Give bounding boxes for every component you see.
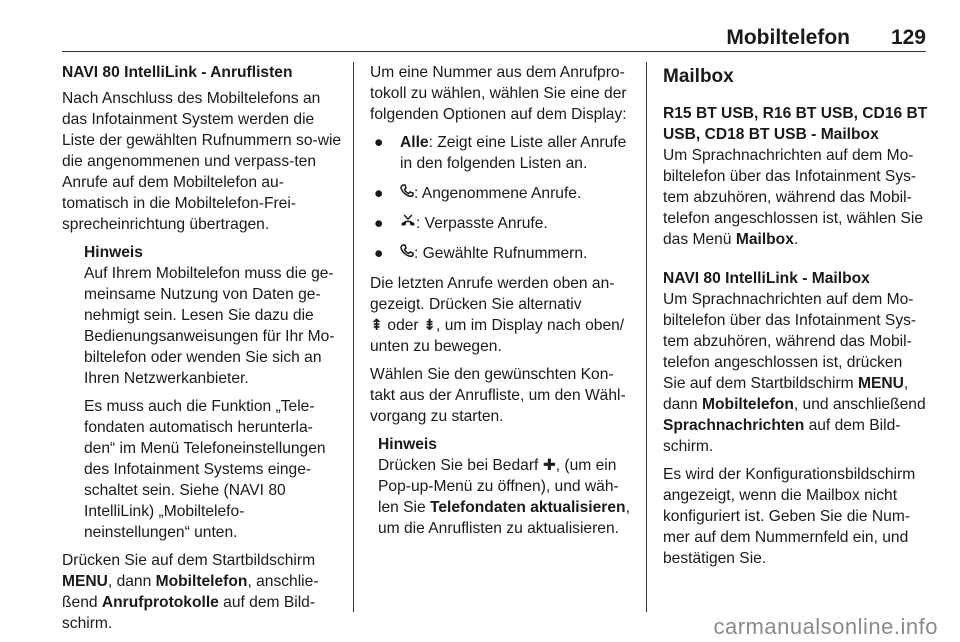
paragraph: Nach Anschluss des Mobiltelefons an das Infotainment System werden die Liste der gewählten Rufnummern so-wie die angenommenen und verpass-ten Anrufe auf dem Mobiltelefon au-tomatisch in die Mobiltelefon-Frei-sprecheinrichtung übertragen.	[62, 90, 342, 233]
mailbox-label: Mailbox	[735, 231, 794, 248]
plus-icon: ✚	[542, 457, 556, 474]
menu-label: MENU	[858, 375, 904, 392]
page-header	[0, 0, 960, 52]
note-paragraph: Es muss auch die Funktion „Tele-fondaten automatisch herunterla-den“ im Menü Telefoneinstellungen des Infotainment Systems einge-schaltet sein. Siehe (NAVI 80 IntelliLink) „Mobiltelefo-neinstellungen“ unten.	[84, 398, 326, 541]
paragraph: Wählen Sie den gewünschten Kon-takt aus der Anrufliste, um den Wähl-vorgang zu starten.	[370, 366, 626, 425]
scroll-up-icon: ⇞	[370, 317, 384, 334]
list-item: ● : Verpasste Anrufe.	[374, 215, 548, 232]
page-title: Mobiltelefon	[726, 26, 850, 49]
list-item: ● : Angenommene Anrufe.	[374, 185, 582, 202]
incoming-call-icon	[400, 183, 414, 204]
page-number: 129	[890, 26, 926, 49]
subsection-heading: R15 BT USB, R16 BT USB, CD16 BT USB, CD18 BT USB - Mailbox	[663, 105, 928, 143]
mobiltelefon-label: Mobiltelefon	[155, 573, 248, 590]
list-item: ● Alle: Zeigt eine Liste aller Anrufe in den folgenden Listen an.	[374, 134, 627, 172]
column-divider-1	[353, 62, 354, 612]
watermark: carmanualsonline.info	[713, 614, 938, 639]
menu-label: MENU	[62, 573, 108, 590]
paragraph: Es wird der Konfigurationsbildschirm angezeigt, wenn die Mailbox nicht konfiguriert ist. Geben Sie die Num-mer auf dem Nummernfeld ein, und bestätigen Sie.	[663, 466, 916, 567]
paragraph: Die letzten Anrufe werden oben an-gezeigt. Drücken Sie alternativ ⇞ oder ⇟, um im Display nach oben/ unten zu bewegen.	[370, 275, 625, 355]
note-title: Hinweis	[378, 436, 437, 453]
paragraph: Um Sprachnachrichten auf dem Mo-biltelefon über das Infotainment Sys-tem abzuhören, während das Mobil-telefon angeschlossen ist, wählen Sie das Menü Mailbox.	[663, 147, 924, 248]
section-heading: NAVI 80 IntelliLink - Anruflisten	[62, 64, 293, 81]
outgoing-call-icon	[400, 243, 414, 264]
scroll-down-icon: ⇟	[422, 317, 437, 334]
column-1	[62, 62, 344, 641]
column-2	[370, 62, 636, 546]
column-divider-2	[646, 62, 647, 612]
column-3	[663, 62, 929, 576]
list-item: ● : Gewählte Rufnummern.	[374, 245, 588, 262]
options-list	[370, 132, 636, 264]
note-title: Hinweis	[84, 244, 143, 261]
note-block	[370, 434, 636, 539]
paragraph: Um Sprachnachrichten auf dem Mo-biltelefon über das Infotainment Sys-tem abzuhören, während das Mobil-telefon angeschlossen ist, drücken Sie auf dem Startbildschirm MENU, dann Mobiltelefon, und anschließend Sprachnachrichten auf dem Bild-schirm.	[663, 291, 926, 455]
anrufprotokolle-label: Anrufprotokolle	[101, 594, 219, 611]
sprachnachrichten-label: Sprachnachrichten	[663, 417, 805, 434]
section-title: Mailbox	[663, 66, 734, 87]
paragraph: Um eine Nummer aus dem Anrufpro-tokoll zu wählen, wählen Sie eine der folgenden Optionen auf dem Display:	[370, 64, 627, 123]
note-paragraph: Auf Ihrem Mobiltelefon muss die ge-meinsame Nutzung von Daten ge-nehmigt sein. Lesen Sie dazu die Bedienungsanweisungen für Ihr Mo-biltelefon oder wenden Sie sich an Ihren Netzwerkanbieter.	[84, 265, 335, 387]
telefondaten-label: Telefondaten aktualisieren	[430, 499, 626, 516]
note-paragraph: Drücken Sie bei Bedarf ✚, (um ein Pop-up-Menü zu öffnen), und wäh-len Sie Telefondaten aktualisieren, um die Anruflisten zu aktualisieren.	[378, 457, 630, 537]
subsection-heading: NAVI 80 IntelliLink - Mailbox	[663, 270, 870, 287]
mobiltelefon-label: Mobiltelefon	[702, 396, 794, 413]
paragraph: Drücken Sie auf dem Startbildschirm MENU, dann Mobiltelefon, anschlie-ßend Anrufprotokolle auf dem Bild-schirm.	[62, 552, 319, 632]
header-rule	[62, 51, 926, 52]
missed-call-icon	[400, 213, 416, 234]
note-block	[62, 242, 344, 543]
